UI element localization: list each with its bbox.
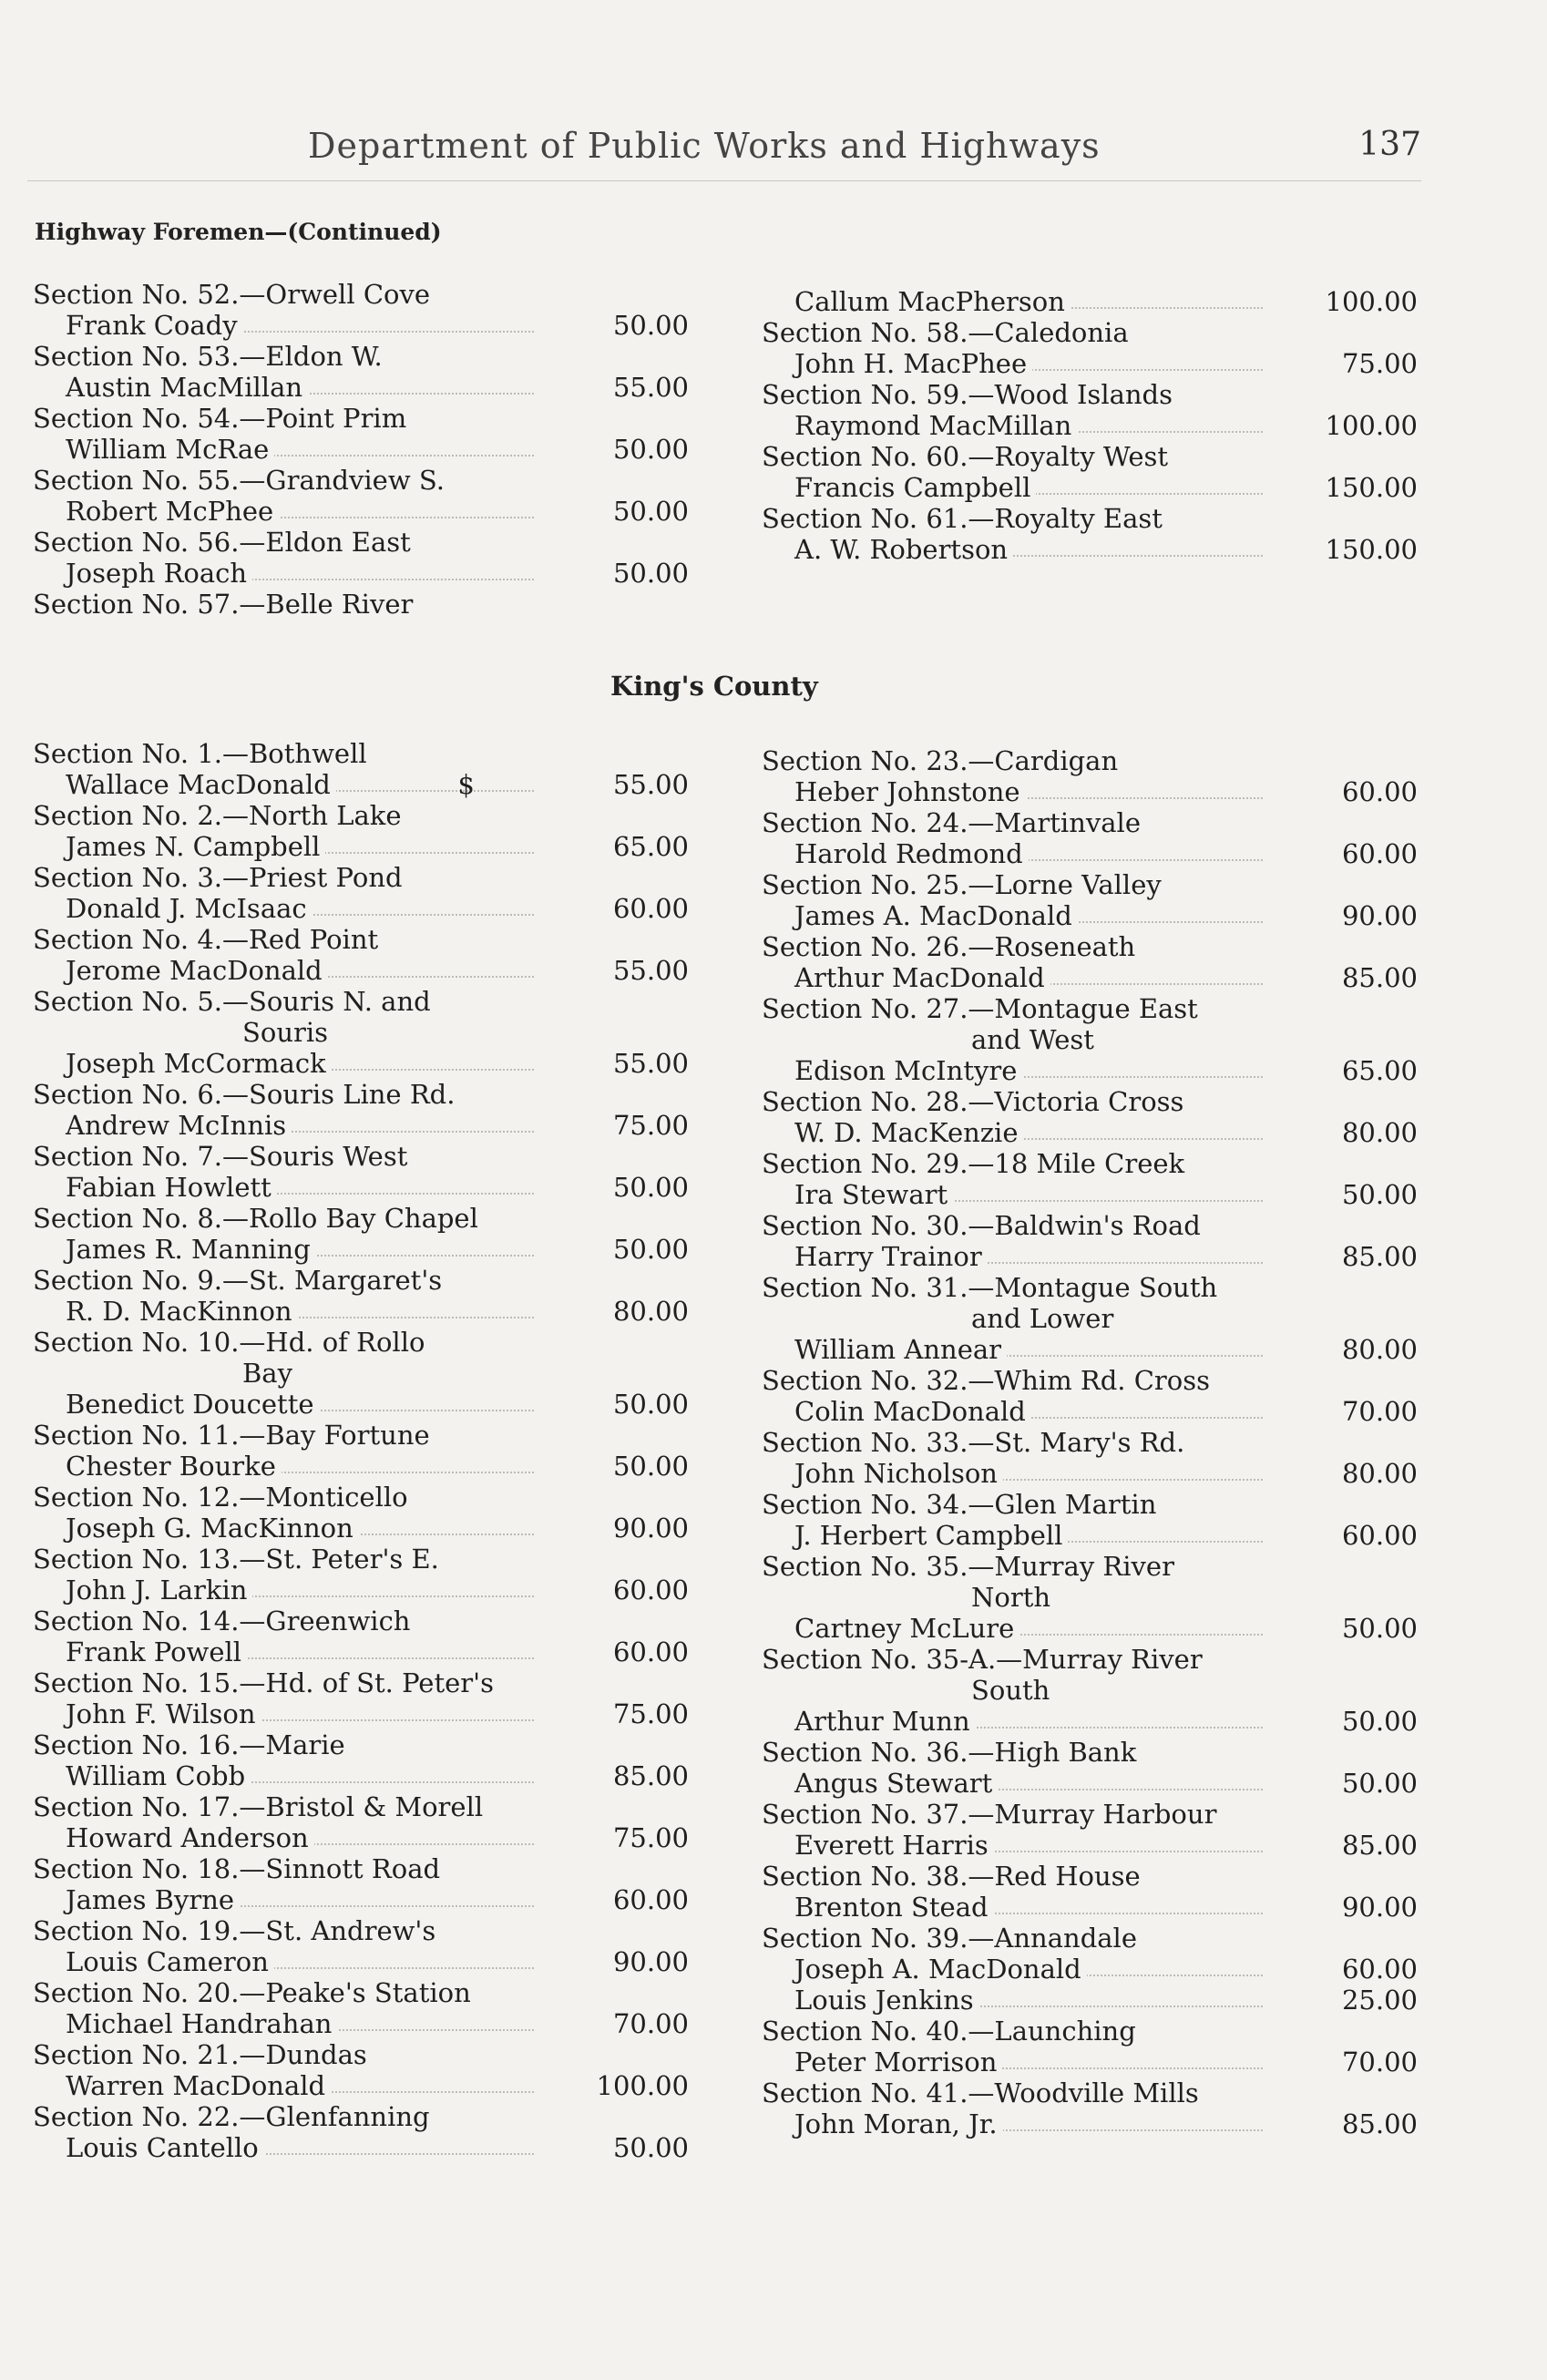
foreman-name: Andrew McInnis <box>66 1110 292 1141</box>
section-heading: Section No. 29.—18 Mile Creek <box>762 1148 1185 1179</box>
foreman-name: James A. MacDonald <box>794 900 1078 931</box>
section-heading: Section No. 35-A.—Murray River <box>762 1644 1203 1675</box>
foreman-entry <box>33 986 689 1079</box>
foreman-line <box>762 1706 1418 1737</box>
foreman-line <box>762 2108 1418 2139</box>
foreman-entry <box>762 2016 1418 2077</box>
amount: 60.00 <box>612 1636 689 1667</box>
foreman-entry <box>33 589 689 620</box>
foreman-name: Joseph G. MacKinnon <box>66 1513 359 1544</box>
foreman-name: William McRae <box>66 434 274 465</box>
foreman-name: Raymond MacMillan <box>794 410 1077 441</box>
section-heading: Section No. 61.—Royalty East <box>762 503 1163 534</box>
amount: 65.00 <box>1341 1055 1418 1086</box>
foreman-line <box>762 1892 1418 1923</box>
amount: 100.00 <box>1325 286 1418 317</box>
amount: 90.00 <box>612 1513 689 1544</box>
foreman-line <box>762 962 1418 993</box>
foreman-entry <box>33 1327 689 1420</box>
foreman-entry <box>762 1923 1418 1985</box>
amount: 50.00 <box>612 1451 689 1482</box>
amount: 90.00 <box>1341 1892 1418 1923</box>
foreman-line <box>33 1451 689 1482</box>
section-heading: Section No. 52.—Orwell Cove <box>33 279 431 310</box>
foreman-line <box>33 1575 689 1605</box>
foreman-line <box>33 769 689 800</box>
foreman-name: Francis Campbell <box>794 472 1036 503</box>
section-heading: Section No. 23.—Cardigan <box>762 745 1119 776</box>
foreman-line <box>33 1048 689 1079</box>
amount: 70.00 <box>1341 1396 1418 1427</box>
foreman-line <box>33 2008 689 2039</box>
section-heading: Section No. 41.—Woodville Mills <box>762 2077 1199 2108</box>
foreman-entry <box>33 1544 689 1605</box>
section-heading: Section No. 32.—Whim Rd. Cross <box>762 1365 1211 1396</box>
foreman-entry <box>762 993 1418 1086</box>
foreman-name: Donald J. McIsaac <box>66 893 312 924</box>
section-heading-continuation: Bay <box>242 1358 292 1389</box>
foreman-name: John Moran, Jr. <box>794 2108 1003 2139</box>
foreman-name: John J. Larkin <box>66 1575 252 1605</box>
foreman-line <box>762 1179 1418 1210</box>
foreman-name: Harry Trainor <box>794 1241 988 1272</box>
foreman-line <box>33 1636 689 1667</box>
foreman-entry <box>762 286 1418 317</box>
foreman-name: Heber Johnstone <box>794 776 1026 807</box>
foreman-entry <box>762 1210 1418 1272</box>
foreman-name: Cartney McLure <box>794 1613 1019 1644</box>
amount: 55.00 <box>612 769 689 800</box>
amount: 60.00 <box>612 1575 689 1605</box>
amount: 85.00 <box>1341 2108 1418 2139</box>
foreman-name: Howard Anderson <box>66 1822 314 1853</box>
foreman-entry <box>762 1861 1418 1923</box>
section-heading: Section No. 36.—High Bank <box>762 1737 1137 1768</box>
amount: 85.00 <box>1341 962 1418 993</box>
amount: 75.00 <box>612 1110 689 1141</box>
section-heading: Section No. 21.—Dundas <box>33 2039 367 2070</box>
top-right-column <box>762 286 1418 565</box>
section-heading: Section No. 33.—St. Mary's Rd. <box>762 1427 1185 1458</box>
amount: 50.00 <box>1341 1613 1418 1644</box>
amount: 50.00 <box>612 310 689 341</box>
foreman-entry <box>33 1729 689 1791</box>
amount: 60.00 <box>612 893 689 924</box>
foreman-entry <box>33 1853 689 1915</box>
amount: 80.00 <box>1341 1117 1418 1148</box>
foreman-line <box>33 1946 689 1977</box>
foreman-entry <box>33 1482 689 1544</box>
amount: 55.00 <box>612 955 689 986</box>
foreman-name: Wallace MacDonald <box>66 769 336 800</box>
amount: 70.00 <box>612 2008 689 2039</box>
foreman-entry <box>33 1915 689 1977</box>
foreman-line <box>762 1055 1418 1086</box>
amount: 150.00 <box>1325 534 1418 565</box>
foreman-entry <box>762 1148 1418 1210</box>
amount: 50.00 <box>1341 1179 1418 1210</box>
amount: 90.00 <box>1341 900 1418 931</box>
foreman-line <box>33 434 689 465</box>
foreman-name: Arthur Munn <box>794 1706 976 1737</box>
amount: 60.00 <box>612 1884 689 1915</box>
foreman-entry <box>33 2101 689 2163</box>
foreman-line <box>33 558 689 589</box>
foreman-line <box>33 1760 689 1791</box>
foreman-entry <box>762 931 1418 993</box>
foreman-name: Robert McPhee <box>66 496 279 527</box>
foreman-line <box>33 1110 689 1141</box>
foreman-line <box>33 831 689 862</box>
foreman-entry <box>762 1365 1418 1427</box>
section-heading: Section No. 53.—Eldon W. <box>33 341 383 372</box>
foreman-entry <box>762 1985 1418 2016</box>
foreman-name: Colin MacDonald <box>794 1396 1031 1427</box>
bottom-left-column <box>33 738 689 2163</box>
foreman-entry <box>762 1272 1418 1365</box>
foreman-line <box>762 1954 1418 1985</box>
foreman-line <box>762 1117 1418 1148</box>
foreman-line <box>33 1822 689 1853</box>
foreman-line <box>33 2132 689 2163</box>
foreman-name: Louis Jenkins <box>794 1985 979 2016</box>
section-heading: Section No. 58.—Caledonia <box>762 317 1129 348</box>
section-heading: Section No. 20.—Peake's Station <box>33 1977 471 2008</box>
section-heading: Section No. 56.—Eldon East <box>33 527 411 558</box>
section-heading: Section No. 18.—Sinnott Road <box>33 1853 441 1884</box>
foreman-entry <box>33 465 689 527</box>
section-heading: Section No. 6.—Souris Line Rd. <box>33 1079 456 1110</box>
foreman-name: Edison McIntyre <box>794 1055 1022 1086</box>
foreman-line <box>33 1296 689 1327</box>
foreman-line <box>762 1985 1418 2016</box>
section-heading: Section No. 55.—Grandview S. <box>33 465 445 496</box>
section-heading: Section No. 16.—Marie <box>33 1729 345 1760</box>
foreman-entry <box>33 1977 689 2039</box>
foreman-name: Chester Bourke <box>66 1451 282 1482</box>
foreman-line <box>762 1520 1418 1551</box>
foreman-line <box>762 2047 1418 2077</box>
section-heading: Section No. 37.—Murray Harbour <box>762 1799 1217 1830</box>
section-heading: Section No. 9.—St. Margaret's <box>33 1265 443 1296</box>
foreman-entry <box>33 279 689 341</box>
section-heading: Section No. 39.—Annandale <box>762 1923 1137 1954</box>
foreman-name: Angus Stewart <box>794 1768 998 1799</box>
amount: 50.00 <box>612 1234 689 1265</box>
section-heading: Section No. 25.—Lorne Valley <box>762 869 1162 900</box>
foreman-entry <box>33 2039 689 2101</box>
foreman-entry <box>33 1667 689 1729</box>
foreman-entry <box>762 869 1418 931</box>
foreman-entry <box>762 1551 1418 1644</box>
amount: 50.00 <box>612 2132 689 2163</box>
foreman-name: Joseph Roach <box>66 558 252 589</box>
foreman-name: Callum MacPherson <box>794 286 1071 317</box>
section-heading: Section No. 19.—St. Andrew's <box>33 1915 436 1946</box>
foreman-entry <box>33 1605 689 1667</box>
foreman-line <box>33 1172 689 1203</box>
amount: 75.00 <box>1341 348 1418 379</box>
amount: 50.00 <box>612 1389 689 1420</box>
amount: 85.00 <box>1341 1241 1418 1272</box>
foreman-name: Austin MacMillan <box>66 372 308 403</box>
section-heading: Section No. 60.—Royalty West <box>762 441 1169 472</box>
foreman-entry <box>762 1644 1418 1737</box>
section-heading: Section No. 40.—Launching <box>762 2016 1136 2047</box>
foreman-name: Jerome MacDonald <box>66 955 328 986</box>
amount: 60.00 <box>1341 1954 1418 1985</box>
amount: 50.00 <box>612 434 689 465</box>
amount: 55.00 <box>612 1048 689 1079</box>
foreman-name: William Cobb <box>66 1760 251 1791</box>
foreman-entry <box>33 1265 689 1327</box>
section-heading: Section No. 7.—Souris West <box>33 1141 408 1172</box>
section-heading: Section No. 38.—Red House <box>762 1861 1141 1892</box>
amount: 50.00 <box>612 496 689 527</box>
foreman-line <box>33 1513 689 1544</box>
foreman-entry <box>762 807 1418 869</box>
section-heading-continuation: North <box>971 1582 1051 1613</box>
section-heading-continuation: Souris <box>242 1017 329 1048</box>
foreman-name: John H. MacPhee <box>794 348 1032 379</box>
section-heading: Section No. 26.—Roseneath <box>762 931 1136 962</box>
foreman-line <box>33 1389 689 1420</box>
dollar-sign: $ <box>457 769 475 800</box>
section-heading: Section No. 4.—Red Point <box>33 924 379 955</box>
section-heading: Section No. 17.—Bristol & Morell <box>33 1791 484 1822</box>
section-heading: Section No. 14.—Greenwich <box>33 1605 411 1636</box>
foreman-name: John F. Wilson <box>66 1698 261 1729</box>
amount: 25.00 <box>1341 1985 1418 2016</box>
amount: 50.00 <box>612 1172 689 1203</box>
foreman-line <box>762 1241 1418 1272</box>
section-heading: Section No. 11.—Bay Fortune <box>33 1420 430 1451</box>
foreman-entry <box>33 527 689 589</box>
section-heading: Section No. 12.—Monticello <box>33 1482 408 1513</box>
amount: 65.00 <box>612 831 689 862</box>
amount: 60.00 <box>1341 838 1418 869</box>
section-heading: Section No. 27.—Montague East <box>762 993 1198 1024</box>
foreman-entry <box>762 745 1418 807</box>
amount: 85.00 <box>1341 1830 1418 1861</box>
section-heading: Section No. 1.—Bothwell <box>33 738 367 769</box>
amount: 75.00 <box>612 1698 689 1729</box>
foreman-name: Peter Morrison <box>794 2047 1002 2077</box>
section-heading-continuation: South <box>971 1675 1050 1706</box>
foreman-name: Everett Harris <box>794 1830 994 1861</box>
section-heading: Section No. 22.—Glenfanning <box>33 2101 430 2132</box>
foreman-name: Harold Redmond <box>794 838 1029 869</box>
running-title: Department of Public Works and Highways <box>308 126 1101 166</box>
foreman-line <box>762 286 1418 317</box>
foreman-line <box>762 1458 1418 1489</box>
foreman-name: Fabian Howlett <box>66 1172 277 1203</box>
foreman-name: John Nicholson <box>794 1458 1003 1489</box>
section-heading: Section No. 24.—Martinvale <box>762 807 1141 838</box>
foreman-entry <box>33 924 689 986</box>
foreman-line <box>33 955 689 986</box>
foreman-entry <box>762 1489 1418 1551</box>
foreman-entry <box>33 1203 689 1265</box>
section-heading: Section No. 59.—Wood Islands <box>762 379 1173 410</box>
amount: 80.00 <box>612 1296 689 1327</box>
section-heading: Section No. 34.—Glen Martin <box>762 1489 1157 1520</box>
foreman-entry <box>762 1737 1418 1799</box>
section-heading: Section No. 5.—Souris N. and <box>33 986 431 1017</box>
foreman-entry <box>33 1791 689 1853</box>
foreman-name: James Byrne <box>66 1884 240 1915</box>
foreman-name: Arthur MacDonald <box>794 962 1050 993</box>
foreman-line <box>762 1396 1418 1427</box>
foreman-line <box>33 2070 689 2101</box>
foreman-name: Warren MacDonald <box>66 2070 331 2101</box>
section-heading: Section No. 31.—Montague South <box>762 1272 1218 1303</box>
foreman-name: Brenton Stead <box>794 1892 994 1923</box>
foreman-line <box>762 1334 1418 1365</box>
foreman-entry <box>33 403 689 465</box>
section-heading: Section No. 15.—Hd. of St. Peter's <box>33 1667 494 1698</box>
foreman-entry <box>33 862 689 924</box>
foreman-line <box>762 410 1418 441</box>
foreman-line <box>762 348 1418 379</box>
amount: 55.00 <box>612 372 689 403</box>
amount: 100.00 <box>596 2070 689 2101</box>
foreman-line <box>33 372 689 403</box>
foreman-entry <box>762 2077 1418 2139</box>
section-heading: Section No. 13.—St. Peter's E. <box>33 1544 439 1575</box>
foreman-entry <box>33 1079 689 1141</box>
amount: 60.00 <box>1341 776 1418 807</box>
foreman-entry <box>33 738 689 800</box>
foreman-line <box>762 1768 1418 1799</box>
amount: 60.00 <box>1341 1520 1418 1551</box>
amount: 70.00 <box>1341 2047 1418 2077</box>
foreman-entry <box>33 1141 689 1203</box>
foreman-name: Louis Cameron <box>66 1946 274 1977</box>
foreman-name: R. D. MacKinnon <box>66 1296 298 1327</box>
foreman-name: William Annear <box>794 1334 1007 1365</box>
foreman-entry <box>33 800 689 862</box>
foreman-name: Frank Powell <box>66 1636 247 1667</box>
foreman-entry <box>762 1427 1418 1489</box>
foreman-name: Ira Stewart <box>794 1179 953 1210</box>
foreman-entry <box>762 503 1418 565</box>
amount: 50.00 <box>1341 1768 1418 1799</box>
foreman-name: James N. Campbell <box>66 831 325 862</box>
amount: 150.00 <box>1325 472 1418 503</box>
foreman-entry <box>762 379 1418 441</box>
section-heading: Section No. 54.—Point Prim <box>33 403 407 434</box>
foreman-line <box>33 893 689 924</box>
amount: 50.00 <box>612 558 689 589</box>
foreman-name: Joseph McCormack <box>66 1048 332 1079</box>
foreman-line <box>33 496 689 527</box>
page-header <box>27 126 1421 181</box>
foreman-line <box>33 1884 689 1915</box>
foreman-name: Joseph A. MacDonald <box>794 1954 1087 1985</box>
section-heading: Section No. 35.—Murray River <box>762 1551 1174 1582</box>
section-heading: Section No. 30.—Baldwin's Road <box>762 1210 1201 1241</box>
section-heading: Section No. 3.—Priest Pond <box>33 862 403 893</box>
page-number: 137 <box>1358 126 1421 163</box>
foreman-entry <box>762 1086 1418 1148</box>
county-title: King's County <box>610 671 818 702</box>
foreman-name: W. D. MacKenzie <box>794 1117 1024 1148</box>
foreman-name: A. W. Robertson <box>794 534 1013 565</box>
amount: 75.00 <box>612 1822 689 1853</box>
section-title: Highway Foremen—(Continued) <box>35 219 442 245</box>
bottom-right-column <box>762 745 1418 2139</box>
section-heading: Section No. 57.—Belle River <box>33 589 414 620</box>
foreman-name: Michael Handrahan <box>66 2008 337 2039</box>
foreman-line <box>762 472 1418 503</box>
section-heading: Section No. 10.—Hd. of Rollo <box>33 1327 425 1358</box>
foreman-line <box>762 900 1418 931</box>
amount: 90.00 <box>612 1946 689 1977</box>
foreman-name: J. Herbert Campbell <box>794 1520 1068 1551</box>
amount: 100.00 <box>1325 410 1418 441</box>
section-heading-continuation: and West <box>971 1024 1094 1055</box>
foreman-line <box>762 1830 1418 1861</box>
foreman-entry <box>33 1420 689 1482</box>
section-heading: Section No. 8.—Rollo Bay Chapel <box>33 1203 478 1234</box>
foreman-entry <box>33 341 689 403</box>
foreman-name: Benedict Doucette <box>66 1389 320 1420</box>
amount: 80.00 <box>1341 1334 1418 1365</box>
foreman-name: Frank Coady <box>66 310 243 341</box>
amount: 80.00 <box>1341 1458 1418 1489</box>
foreman-entry <box>762 1799 1418 1861</box>
foreman-line <box>762 1613 1418 1644</box>
top-left-column <box>33 279 689 620</box>
section-heading: Section No. 2.—North Lake <box>33 800 402 831</box>
foreman-line <box>33 1698 689 1729</box>
foreman-line <box>33 1234 689 1265</box>
foreman-line <box>762 534 1418 565</box>
section-heading-continuation: and Lower <box>971 1303 1114 1334</box>
foreman-line <box>33 310 689 341</box>
foreman-entry <box>762 317 1418 379</box>
foreman-name: Louis Cantello <box>66 2132 264 2163</box>
section-heading: Section No. 28.—Victoria Cross <box>762 1086 1184 1117</box>
amount: 50.00 <box>1341 1706 1418 1737</box>
foreman-line <box>762 838 1418 869</box>
foreman-line <box>762 776 1418 807</box>
foreman-name: James R. Manning <box>66 1234 316 1265</box>
foreman-entry <box>762 441 1418 503</box>
amount: 85.00 <box>612 1760 689 1791</box>
